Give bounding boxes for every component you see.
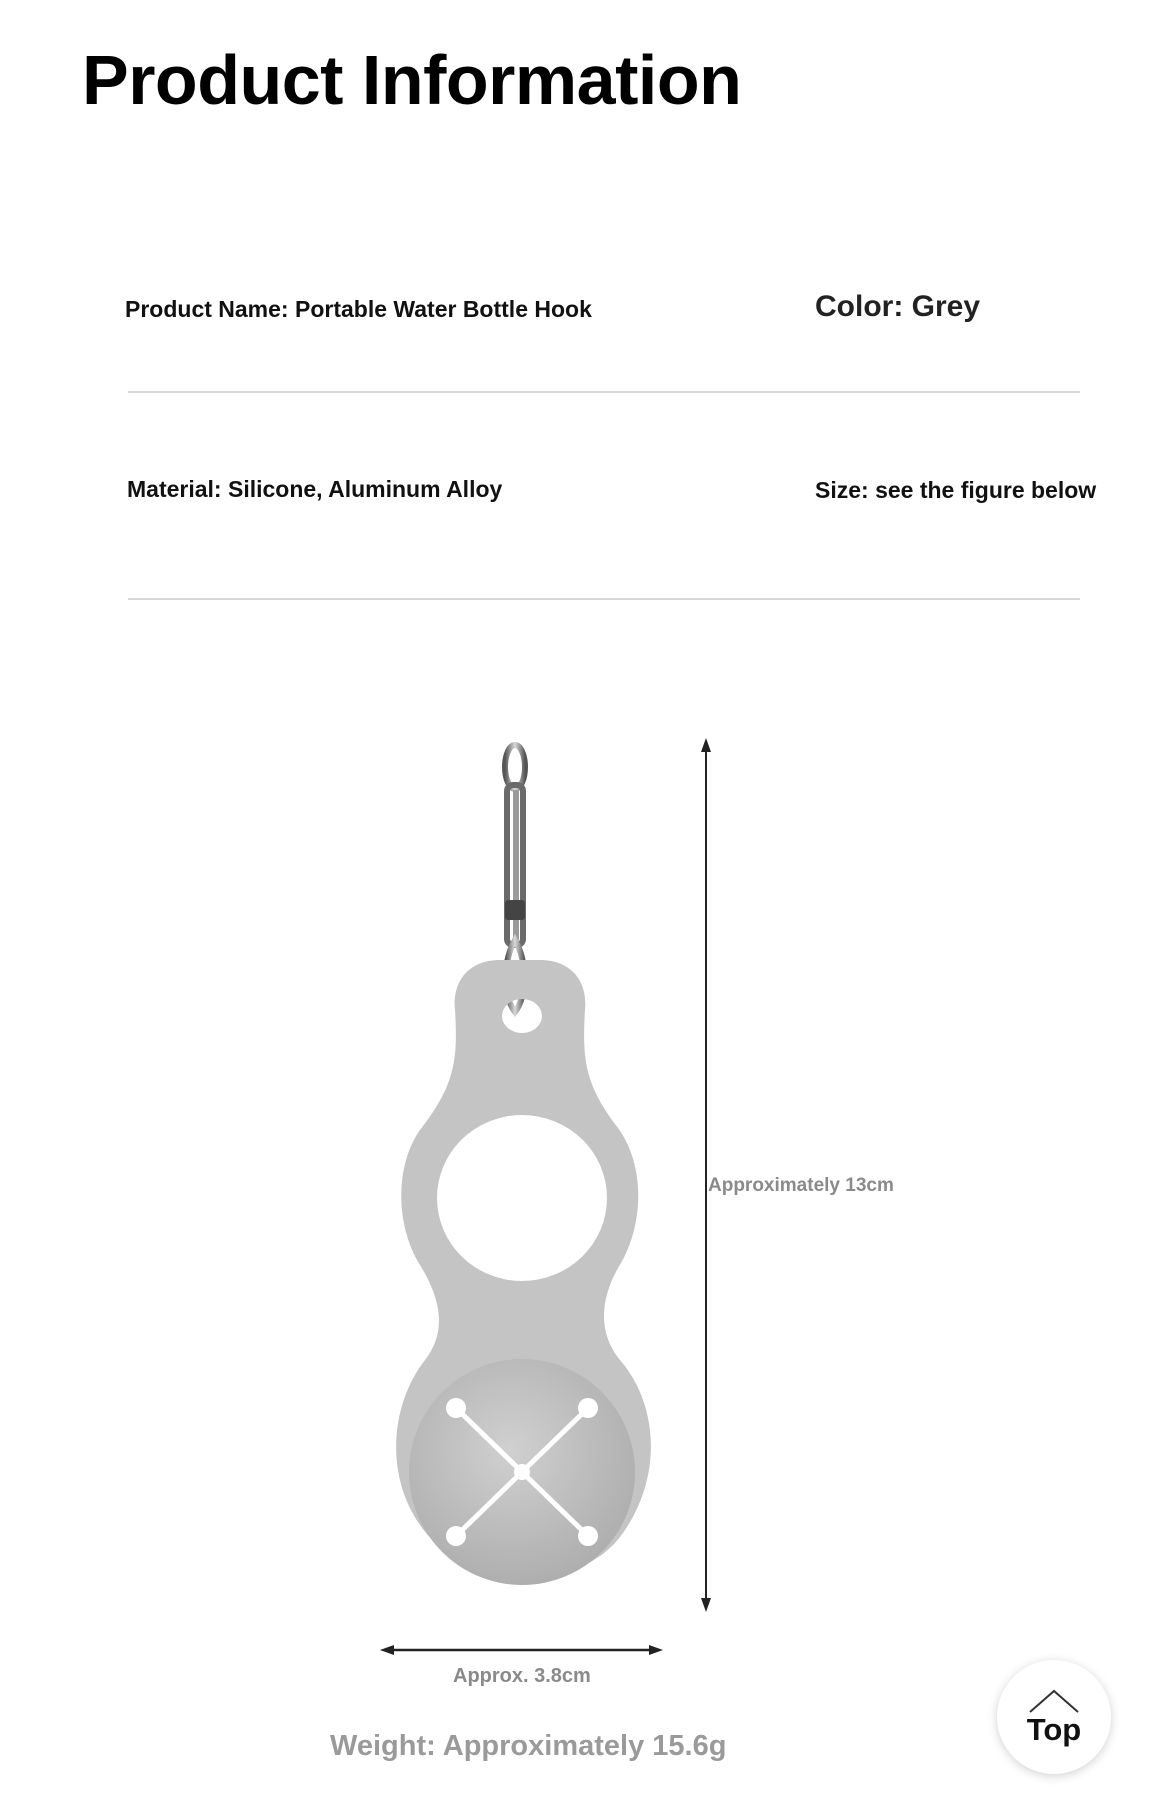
color-spec: Color: Grey xyxy=(815,290,981,323)
chevron-up-icon xyxy=(1028,1688,1080,1714)
material-spec: Material: Silicone, Aluminum Alloy xyxy=(127,476,503,502)
product-name-spec: Product Name: Portable Water Bottle Hook xyxy=(125,296,592,322)
top-button-label: Top xyxy=(1026,1712,1082,1747)
size-spec: Size: see the figure below xyxy=(815,477,1097,503)
width-dimension-arrow xyxy=(380,1645,663,1655)
x-slot-disc xyxy=(409,1359,635,1585)
height-label: Approximately 13cm xyxy=(708,1175,894,1196)
divider xyxy=(128,391,1080,393)
divider xyxy=(128,598,1080,600)
product-figure xyxy=(0,720,1170,1680)
weight-label: Weight: Approximately 15.6g xyxy=(330,1730,727,1762)
width-label: Approx. 3.8cm xyxy=(453,1665,591,1687)
back-to-top-button[interactable] xyxy=(997,1660,1111,1774)
page-title: Product Information xyxy=(82,41,742,119)
